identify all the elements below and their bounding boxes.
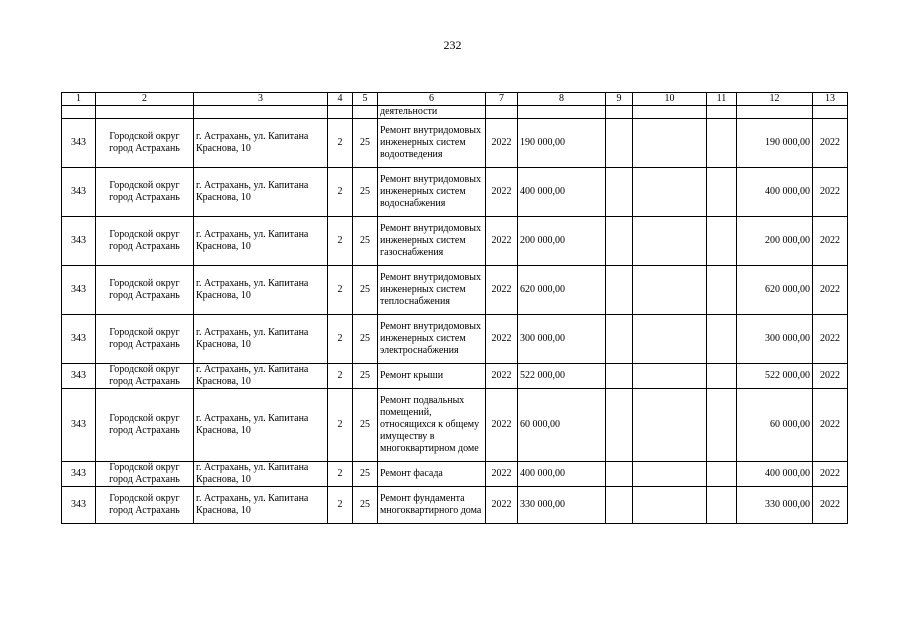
municipality-cell: Городской округ город Астрахань: [96, 217, 194, 266]
col9-cell: [606, 315, 633, 364]
col11-cell: [707, 462, 737, 487]
col12-cell: 400 000,00: [737, 462, 813, 487]
year-cell: 2022: [486, 389, 518, 462]
col12-cell: 60 000,00: [737, 389, 813, 462]
address-cell: г. Астрахань, ул. Капитана Краснова, 10: [194, 266, 328, 315]
row-number: 343: [62, 364, 96, 389]
address-cell: г. Астрахань, ул. Капитана Краснова, 10: [194, 168, 328, 217]
col10-cell: [633, 315, 707, 364]
col5-cell: 25: [353, 462, 378, 487]
cost-cell: 60 000,00: [518, 389, 606, 462]
col13-cell: 2022: [813, 389, 848, 462]
work-type-cell: Ремонт фасада: [378, 462, 486, 487]
col4-cell: 2: [328, 462, 353, 487]
address-cell: г. Астрахань, ул. Капитана Краснова, 10: [194, 462, 328, 487]
row-number: 343: [62, 266, 96, 315]
row-number: 343: [62, 487, 96, 524]
address-cell: г. Астрахань, ул. Капитана Краснова, 10: [194, 389, 328, 462]
col10-cell: [633, 462, 707, 487]
col10-cell: [633, 389, 707, 462]
col-header-8: 8: [518, 93, 606, 106]
col9-cell: [606, 119, 633, 168]
year-cell: 2022: [486, 487, 518, 524]
address-cell: г. Астрахань, ул. Капитана Краснова, 10: [194, 119, 328, 168]
municipality-cell: Городской округ город Астрахань: [96, 487, 194, 524]
col4-cell: 2: [328, 266, 353, 315]
cost-cell: 620 000,00: [518, 266, 606, 315]
col12-cell: 400 000,00: [737, 168, 813, 217]
col12-cell: 300 000,00: [737, 315, 813, 364]
col11-cell: [707, 217, 737, 266]
municipality-cell: Городской округ город Астрахань: [96, 315, 194, 364]
col5-cell: 25: [353, 487, 378, 524]
table-row: [62, 217, 848, 266]
row-number: 343: [62, 462, 96, 487]
col10-cell: [633, 364, 707, 389]
col4-cell: 2: [328, 389, 353, 462]
table-row: [62, 462, 848, 487]
table-row: [62, 487, 848, 524]
table-row: [62, 119, 848, 168]
col12-cell: 522 000,00: [737, 364, 813, 389]
col5-cell: 25: [353, 217, 378, 266]
table-row: [62, 389, 848, 462]
municipality-cell: Городской округ город Астрахань: [96, 168, 194, 217]
year-cell: 2022: [486, 462, 518, 487]
table-row: [62, 315, 848, 364]
municipality-cell: Городской округ город Астрахань: [96, 266, 194, 315]
col4-cell: 2: [328, 364, 353, 389]
col-header-5: 5: [353, 93, 378, 106]
col-header-10: 10: [633, 93, 707, 106]
col-header-6: 6: [378, 93, 486, 106]
col9-cell: [606, 364, 633, 389]
col4-cell: 2: [328, 487, 353, 524]
address-cell: г. Астрахань, ул. Капитана Краснова, 10: [194, 487, 328, 524]
col13-cell: 2022: [813, 168, 848, 217]
cost-cell: 200 000,00: [518, 217, 606, 266]
year-cell: 2022: [486, 119, 518, 168]
col4-cell: 2: [328, 168, 353, 217]
col9-cell: [606, 217, 633, 266]
col9-cell: [606, 462, 633, 487]
row-number: 343: [62, 389, 96, 462]
col13-cell: 2022: [813, 217, 848, 266]
row-number: 343: [62, 168, 96, 217]
col13-cell: 2022: [813, 364, 848, 389]
year-cell: 2022: [486, 217, 518, 266]
col13-cell: 2022: [813, 315, 848, 364]
col4-cell: 2: [328, 217, 353, 266]
col10-cell: [633, 266, 707, 315]
work-type-cell: Ремонт внутридомовых инженерных систем газоснабжения: [378, 217, 486, 266]
col10-cell: [633, 487, 707, 524]
col11-cell: [707, 389, 737, 462]
col5-cell: 25: [353, 266, 378, 315]
table-row: [62, 168, 848, 217]
col10-cell: [633, 217, 707, 266]
col12-cell: 330 000,00: [737, 487, 813, 524]
work-type-cell: Ремонт крыши: [378, 364, 486, 389]
col-header-3: 3: [194, 93, 328, 106]
work-type-cell: Ремонт подвальных помещений, относящихся к общему имуществу в многоквартирном доме: [378, 389, 486, 462]
col-header-11: 11: [707, 93, 737, 106]
col9-cell: [606, 168, 633, 217]
year-cell: 2022: [486, 315, 518, 364]
col4-cell: 2: [328, 315, 353, 364]
col9-cell: [606, 389, 633, 462]
table-row: [62, 266, 848, 315]
col5-cell: 25: [353, 119, 378, 168]
col11-cell: [707, 487, 737, 524]
cost-cell: 522 000,00: [518, 364, 606, 389]
col13-cell: 2022: [813, 119, 848, 168]
continuation-work-cell: деятельности: [378, 106, 486, 119]
col-header-1: 1: [62, 93, 96, 106]
col10-cell: [633, 119, 707, 168]
cost-cell: 400 000,00: [518, 168, 606, 217]
col9-cell: [606, 266, 633, 315]
work-type-cell: Ремонт внутридомовых инженерных систем электроснабжения: [378, 315, 486, 364]
year-cell: 2022: [486, 168, 518, 217]
year-cell: 2022: [486, 364, 518, 389]
page-number: 232: [443, 38, 462, 52]
col5-cell: 25: [353, 364, 378, 389]
col-header-12: 12: [737, 93, 813, 106]
year-cell: 2022: [486, 266, 518, 315]
work-type-cell: Ремонт внутридомовых инженерных систем водоснабжения: [378, 168, 486, 217]
row-number: 343: [62, 119, 96, 168]
col13-cell: 2022: [813, 266, 848, 315]
col-header-13: 13: [813, 93, 848, 106]
work-type-cell: Ремонт внутридомовых инженерных систем водоотведения: [378, 119, 486, 168]
col9-cell: [606, 487, 633, 524]
col12-cell: 190 000,00: [737, 119, 813, 168]
address-cell: г. Астрахань, ул. Капитана Краснова, 10: [194, 217, 328, 266]
col-header-7: 7: [486, 93, 518, 106]
cost-cell: 300 000,00: [518, 315, 606, 364]
address-cell: г. Астрахань, ул. Капитана Краснова, 10: [194, 315, 328, 364]
col5-cell: 25: [353, 168, 378, 217]
municipality-cell: Городской округ город Астрахань: [96, 462, 194, 487]
table-row: [62, 364, 848, 389]
col13-cell: 2022: [813, 462, 848, 487]
municipality-cell: Городской округ город Астрахань: [96, 389, 194, 462]
col11-cell: [707, 266, 737, 315]
col11-cell: [707, 315, 737, 364]
cost-cell: 330 000,00: [518, 487, 606, 524]
work-type-cell: Ремонт внутридомовых инженерных систем теплоснабжения: [378, 266, 486, 315]
cost-cell: 400 000,00: [518, 462, 606, 487]
continuation-row: [62, 106, 848, 119]
col-header-2: 2: [96, 93, 194, 106]
col12-cell: 200 000,00: [737, 217, 813, 266]
col11-cell: [707, 168, 737, 217]
work-type-cell: Ремонт фундамента многоквартирного дома: [378, 487, 486, 524]
municipality-cell: Городской округ город Астрахань: [96, 119, 194, 168]
col12-cell: 620 000,00: [737, 266, 813, 315]
repair-schedule-table: [61, 92, 848, 524]
column-number-row: [62, 93, 848, 106]
col11-cell: [707, 364, 737, 389]
col10-cell: [633, 168, 707, 217]
col5-cell: 25: [353, 315, 378, 364]
address-cell: г. Астрахань, ул. Капитана Краснова, 10: [194, 364, 328, 389]
municipality-cell: Городской округ город Астрахань: [96, 364, 194, 389]
col11-cell: [707, 119, 737, 168]
row-number: 343: [62, 217, 96, 266]
cost-cell: 190 000,00: [518, 119, 606, 168]
col5-cell: 25: [353, 389, 378, 462]
row-number: 343: [62, 315, 96, 364]
col-header-9: 9: [606, 93, 633, 106]
col4-cell: 2: [328, 119, 353, 168]
col-header-4: 4: [328, 93, 353, 106]
col13-cell: 2022: [813, 487, 848, 524]
